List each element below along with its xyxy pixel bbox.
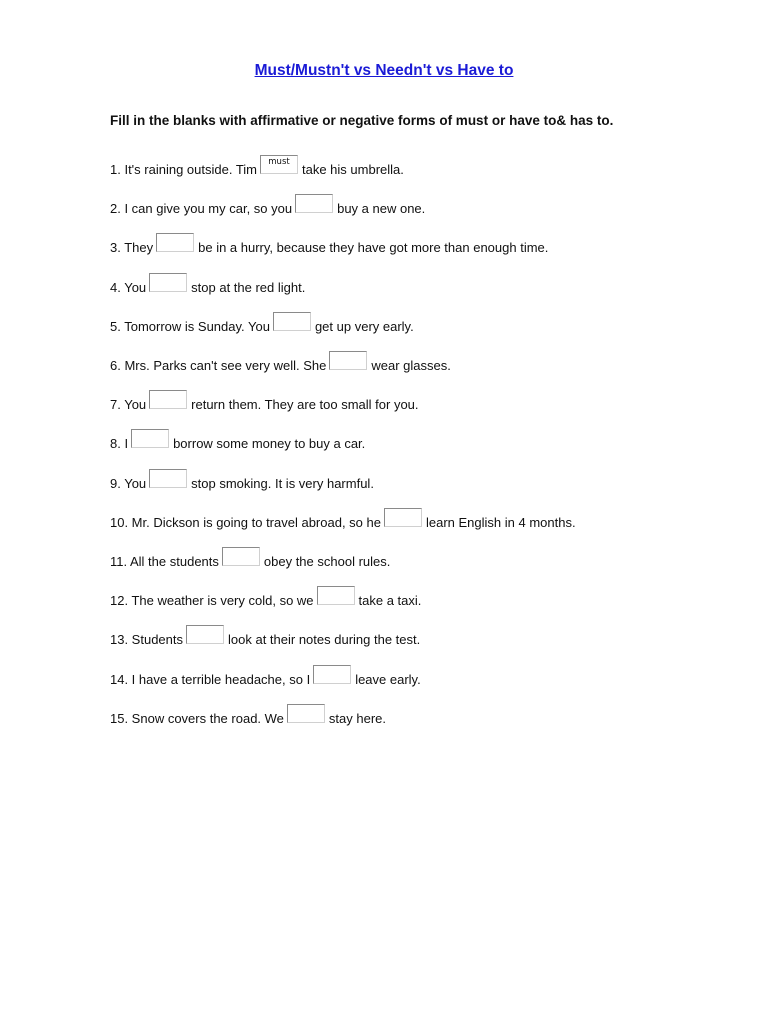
sentence-before: 4. You xyxy=(110,279,147,295)
sentence-after: look at their notes during the test. xyxy=(228,632,421,648)
sentence-before: 13. Students xyxy=(110,632,183,648)
exercise-item xyxy=(110,503,730,542)
page-title[interactable]: Must/Mustn't vs Needn't vs Have to xyxy=(254,62,514,79)
answer-blank[interactable] xyxy=(222,547,260,566)
sentence-after: borrow some money to buy a car. xyxy=(173,436,366,452)
answer-blank[interactable] xyxy=(260,155,298,174)
answer-blank[interactable] xyxy=(287,704,325,723)
sentence-before: 5. Tomorrow is Sunday. You xyxy=(110,318,270,334)
answer-blank[interactable] xyxy=(186,625,224,644)
sentence-after: get up very early. xyxy=(314,318,414,334)
sentence-after: return them. They are too small for you. xyxy=(191,397,419,413)
sentence-before: 6. Mrs. Parks can't see very well. She xyxy=(110,358,327,374)
answer-blank[interactable] xyxy=(317,586,355,605)
sentence-before: 7. You xyxy=(110,397,147,413)
answer-blank[interactable] xyxy=(273,312,311,331)
answer-blank[interactable] xyxy=(149,390,187,409)
exercise-item xyxy=(110,268,730,307)
sentence-after: stop at the red light. xyxy=(191,279,306,295)
exercise-item xyxy=(110,699,730,738)
exercise-item xyxy=(110,581,730,620)
answer-blank[interactable] xyxy=(384,508,422,527)
exercise-item xyxy=(110,542,730,581)
sentence-before: 14. I have a terrible headache, so I xyxy=(110,671,311,687)
exercise-item xyxy=(110,189,730,228)
answer-blank[interactable] xyxy=(149,273,187,292)
sentence-after: learn English in 4 months. xyxy=(425,514,576,530)
sentence-after: stop smoking. It is very harmful. xyxy=(191,475,374,491)
exercise-item xyxy=(110,424,730,463)
answer-blank[interactable] xyxy=(156,233,194,252)
sentence-after: stay here. xyxy=(328,710,387,726)
answer-value: must xyxy=(268,157,290,168)
sentence-after: obey the school rules. xyxy=(263,553,391,569)
sentence-after: leave early. xyxy=(355,671,421,687)
sentence-before: 11. All the students xyxy=(110,553,219,569)
sentence-before: 12. The weather is very cold, so we xyxy=(110,593,314,609)
sentence-before: 2. I can give you my car, so you xyxy=(110,201,293,217)
exercise-item xyxy=(110,346,730,385)
answer-blank[interactable] xyxy=(149,469,187,488)
sentence-after: buy a new one. xyxy=(337,201,426,217)
sentence-after: wear glasses. xyxy=(371,358,451,374)
exercise-item xyxy=(110,659,730,698)
exercise-item xyxy=(110,228,730,267)
instructions-text: Fill in the blanks with affirmative or negative forms of must or have to& has to. xyxy=(110,113,614,128)
answer-blank[interactable] xyxy=(313,665,351,684)
exercise-item xyxy=(110,150,730,189)
answer-blank[interactable] xyxy=(131,429,169,448)
answer-blank[interactable] xyxy=(295,194,333,213)
sentence-after: take his umbrella. xyxy=(302,162,404,178)
sentence-after: take a taxi. xyxy=(358,593,422,609)
sentence-after: be in a hurry, because they have got more than enough time. xyxy=(198,240,549,256)
exercise-list xyxy=(110,150,730,738)
sentence-before: 3. They xyxy=(110,240,154,256)
answer-blank[interactable] xyxy=(329,351,367,370)
sentence-before: 10. Mr. Dickson is going to travel abroad, so he xyxy=(110,514,381,530)
exercise-item xyxy=(110,307,730,346)
sentence-before: 8. I xyxy=(110,436,129,452)
sentence-before: 9. You xyxy=(110,475,147,491)
exercise-item xyxy=(110,385,730,424)
exercise-item xyxy=(110,620,730,659)
sentence-before: 1. It's raining outside. Tim xyxy=(110,162,257,178)
exercise-item xyxy=(110,464,730,503)
sentence-before: 15. Snow covers the road. We xyxy=(110,710,284,726)
